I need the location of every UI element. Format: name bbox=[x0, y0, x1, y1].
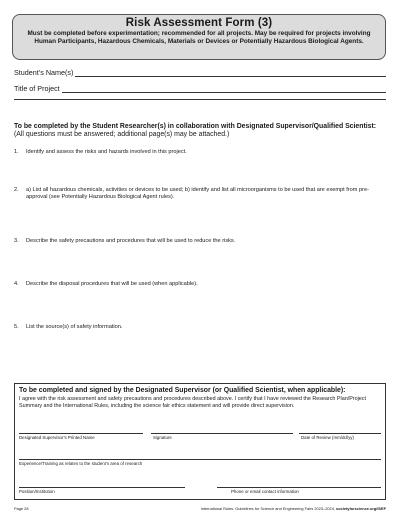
signature-statement: I agree with the risk assessment and safety precautions and procedures described above. I certify that I have reviewed the Research Plan/Project Summary and the International Rules, including the science fair ethics statement and will provide direct supervision. bbox=[19, 396, 366, 409]
form-title: Risk Assessment Form (3) bbox=[125, 17, 273, 29]
question-5 bbox=[14, 324, 386, 331]
question-text: List the source(s) of safety information. bbox=[26, 324, 123, 330]
question-3 bbox=[14, 238, 386, 245]
position-institution-line[interactable] bbox=[19, 487, 185, 488]
signature-line[interactable] bbox=[151, 433, 293, 434]
section-instructions bbox=[14, 123, 386, 140]
project-title-label: Title of Project bbox=[14, 84, 60, 93]
project-title-continuation-line[interactable] bbox=[14, 99, 386, 100]
form-subtitle: Must be completed before experimentation; recommended for all projects. May be required for projects involving Human Participants, Hazardous Chemicals, Materials or Devices or Potentially Hazardous Biological Agents. bbox=[27, 30, 371, 45]
page-number: Page 28 bbox=[14, 506, 29, 511]
footer-citation bbox=[201, 506, 386, 511]
question-text: Describe the safety precautions and procedures that will be used to reduce the risks. bbox=[26, 238, 236, 244]
question-number: 1. bbox=[14, 149, 19, 155]
date-of-review-label: Date of Review (mm/dd/yy) bbox=[301, 435, 354, 440]
signature-box-title: To be completed and signed by the Designated Supervisor (or Qualified Scientist, when applicable): bbox=[19, 387, 346, 394]
students-names-field[interactable] bbox=[14, 68, 386, 77]
students-names-line[interactable] bbox=[75, 69, 386, 77]
question-number: 2. bbox=[14, 187, 19, 193]
question-text: Identify and assess the risks and hazards involved in this project. bbox=[26, 149, 187, 155]
form-header bbox=[12, 14, 386, 60]
printed-name-line[interactable] bbox=[19, 433, 143, 434]
project-title-field[interactable] bbox=[14, 84, 386, 93]
question-1 bbox=[14, 149, 386, 156]
printed-name-label: Designated Supervisor’s Printed Name bbox=[19, 435, 95, 440]
section-intro-normal: (All questions must be answered; additional page(s) may be attached.) bbox=[14, 131, 230, 139]
students-names-label: Student’s Name(s) bbox=[14, 68, 74, 77]
question-number: 5. bbox=[14, 324, 19, 330]
experience-training-label: Experience/Training as relates to the student’s area of research bbox=[19, 461, 143, 466]
contact-information-line[interactable] bbox=[217, 487, 381, 488]
date-of-review-line[interactable] bbox=[299, 433, 381, 434]
question-text: Describe the disposal procedures that will be used (when applicable). bbox=[26, 281, 198, 287]
project-title-line[interactable] bbox=[62, 85, 386, 93]
experience-training-line[interactable] bbox=[19, 459, 381, 460]
contact-information-label: Phone or email contact information bbox=[231, 489, 299, 494]
question-number: 3. bbox=[14, 238, 19, 244]
position-institution-label: Position/Institution bbox=[19, 489, 55, 494]
question-text: a) List all hazardous chemicals, activities or devices to be used; b) identify and list all microorganisms to be used that are exempt from pre-approval (see Potentially Hazardous Biological Agent rules). bbox=[26, 187, 369, 200]
question-2 bbox=[14, 187, 386, 201]
signature-label: Signature bbox=[153, 435, 172, 440]
footer-website-link[interactable]: societyforscience.org/ISEF bbox=[336, 506, 386, 511]
section-intro-bold: To be completed by the Student Researcher(s) in collaboration with Designated Supervisor/Qualified Scientist: bbox=[14, 123, 377, 130]
question-4 bbox=[14, 281, 386, 288]
footer-rules-text: International Rules: Guidelines for Science and Engineering Fairs 2023–2024, bbox=[200, 506, 337, 511]
supervisor-signature-box bbox=[14, 383, 386, 500]
question-number: 4. bbox=[14, 281, 19, 287]
